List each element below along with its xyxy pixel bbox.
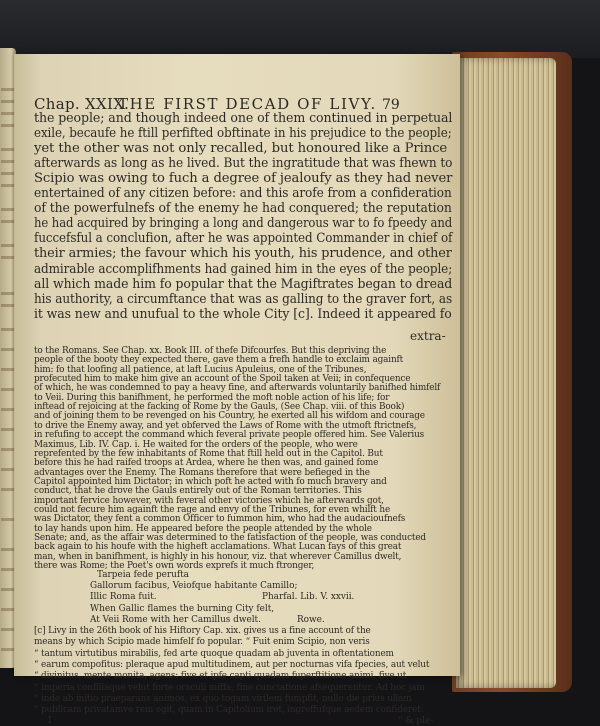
body-text-line: his authority, a circumftance that was as galling to the graver fort, as <box>34 291 453 307</box>
latin-verse-line: Gallorum facibus, Veiofque habitante Camillo; <box>90 581 298 591</box>
footnote-line: man, when in banifhment, is highly in his honour, viz. that wherever Camillus dwelt, <box>34 551 402 562</box>
footnote-line: reprefented by the few inhabitants of Rome that ftill held out in the Capitol. But <box>34 448 383 459</box>
english-verse-line: When Gallic flames the burning City felt, <box>90 604 275 614</box>
footnote-line: means by which Scipio made himfelf fo popular. “ Fuit enim Scipio, non veris <box>34 637 370 648</box>
footnote-line: “ publicam privatamve rem egit, quam in Capitolium iret, ingreffufque aedem confideret: <box>34 705 424 716</box>
footnote-line: “ tantum virtutibus mirabilis, fed arte quoque quadam ab juventa in oftentationem <box>34 648 394 659</box>
footnote-line: “ inde ab initio praeparans animos, ex quo togam virilem fumpfit, nullo die prius ullam <box>34 693 412 704</box>
body-text-line: the people; and though indeed one of them continued in perpetual <box>34 111 453 126</box>
body-text-line: afterwards as long as he lived. But the ingratitude that was fhewn to <box>34 156 453 172</box>
english-verse-ref: Rowe. <box>297 615 325 625</box>
latin-verse-line: Illic Roma fuit. <box>90 592 157 602</box>
footnote-line: profecuted him to make him give an account of the Spoil taken at Veii; in confequence <box>34 374 411 385</box>
body-text-line: of the powerfulnefs of the enemy he had conquered; the reputation <box>34 201 452 217</box>
footnote-catchword: “ & ple- <box>398 716 434 726</box>
body-text-line: admirable accomplifhments had gained him in the eyes of the people; <box>34 261 453 277</box>
chapter-label: Chap. XXIX. <box>34 95 130 113</box>
footnote-line: Senate; and, as the affair was determined to the fatisfaction of the people, was conducted <box>34 533 426 543</box>
footnote-line: [c] Livy in the 26th book of his Hiftory Cap. xix. gives us a fine account of the <box>34 626 371 636</box>
footnote-line: advantages over the Enemy. The Romans therefore that were befieged in the <box>34 467 370 478</box>
footnote-line: “ imperia confiliaque velut forte oraculi miffa, fine cunctatione afsequerentur. Ad hoc jam <box>34 682 425 693</box>
english-verse-line: At Veii Rome with her Camillus dwelt. <box>90 615 261 625</box>
footnote-line: “ divinitus, mente monita, agens: five et ipfe capti quadam fuperftitione animi, five ut <box>34 671 407 682</box>
footnote-line: before this he had raifed troops at Ardea, where he then was, and gained fome <box>34 458 379 469</box>
footnote-line: back again to his houfe with the higheft acclamations. What Lucan fays of this great <box>34 542 402 553</box>
footnote-line: Maximus, Lib. IV. Cap. i. He waited for the orders of the people, who were <box>34 439 358 450</box>
body-text-line: their armies; the favour which his youth, his prudence, and other <box>34 246 452 262</box>
background <box>0 0 600 58</box>
book-page <box>14 54 460 726</box>
footnote-line: could not fecure him againft the rage and envy of the Tribunes, for even whilft he <box>34 504 391 515</box>
footnote-line: people of the booty they expected there, gave them a frefh handle to exclaim againft <box>34 355 404 366</box>
footnote-line: in refufing to accept the command which feveral private people offered him. See Valerius <box>34 430 425 441</box>
footnote-line: inftead of rejoicing at the facking of Rome by the Gauls, (See Chap. viii. of this Book) <box>34 402 405 413</box>
footnote-line: to Veii. During this banifhment, he performed the moft noble action of his life; for <box>34 392 390 403</box>
body-text-line: fuccefsful a conclufion, after he was appointed Commander in chief of <box>34 231 453 247</box>
footnote-line: to lay hands upon him. He appeared before the people attended by the whole <box>34 523 372 534</box>
body-text-line: it was new and unufual to the whole City [c]. Indeed it appeared fo <box>34 306 452 322</box>
body-text-line: yet the other was not only recalled, but honoured like a Prince <box>34 141 448 157</box>
footnote-line: important fervice however, with feveral other victories which he afterwards got, <box>34 495 384 506</box>
footnote-line: to drive the Enemy away, and yet obferved the Laws of Rome with the utmoft ftrictnefs, <box>34 420 417 431</box>
footnote-line: conduct, that he drove the Gauls entirely out of the Roman territories. This <box>34 486 362 497</box>
footnote-line: of which, he was condemned to pay a heavy fine, and afterwards voluntarily banifhed himfelf <box>34 383 441 394</box>
footnote-line: there was Rome; the Poet's own words exprefs it much ftronger, <box>34 561 315 572</box>
footnote-line: him: fo that loofing all patience, at laft Lucius Apuleius, one of the Tribunes, <box>34 364 367 375</box>
latin-verse-line: Tarpeia fede perufta <box>97 570 189 580</box>
page-edges <box>456 58 556 688</box>
footnote-line: to the Romans. See Chap. xx. Book III. of thefe Difcourfes. But this depriving the <box>34 346 387 356</box>
footnote-line: and of joining them to be revenged on his Country, he exerted all his wifdom and courage <box>34 411 425 422</box>
signature-mark: I <box>48 716 52 726</box>
body-text-line: entertained of any citizen before: and this arofe from a confideration <box>34 186 452 202</box>
body-text-line: exile, becaufe he ftill perfifted obftinate in his prejudice to the people; <box>34 126 452 142</box>
footnote-line: Capitol appointed him Dictator; in which poft he acted with fo much bravery and <box>34 476 387 487</box>
body-text-line: he had acquired by bringing a long and dangerous war to fo fpeedy and <box>34 216 453 232</box>
footnote-line: “ earum compofitus: pleraque apud multitudinem, aut per nocturnas vifa fpecies, aut velut <box>34 659 430 670</box>
body-text-line: all which made him fo popular that the Magiftrates began to dread <box>34 276 453 292</box>
latin-verse-ref: Pharfal. Lib. V. xxvii. <box>262 592 355 602</box>
running-title: THE FIRST DECAD OF LIVY. <box>118 95 377 113</box>
page-number: 79 <box>382 97 400 113</box>
catchword: extra- <box>410 329 446 343</box>
footnote-line: was Dictator, they fent a common Officer to fummon him, who had the audacioufnefs <box>34 514 406 525</box>
body-text-line: Scipio was owing to fuch a degree of jealoufy as they had never <box>34 171 453 187</box>
